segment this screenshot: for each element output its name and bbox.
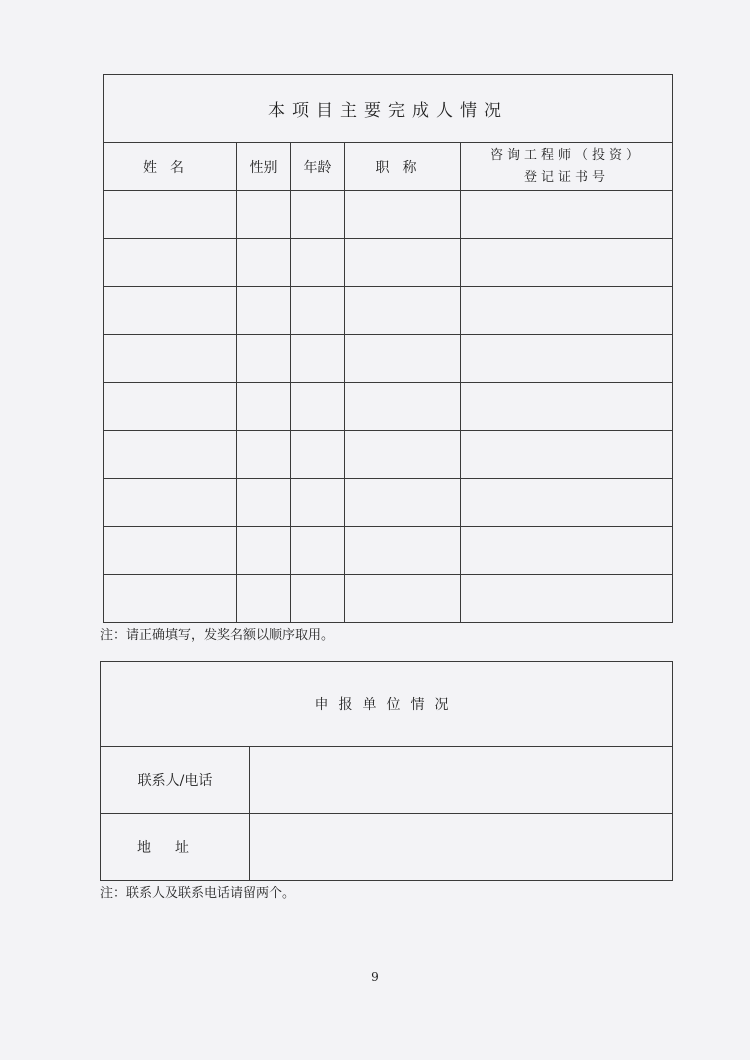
age-cell[interactable] <box>291 335 345 383</box>
title-cell[interactable] <box>345 479 461 527</box>
member-row <box>104 479 673 527</box>
title-cell[interactable] <box>345 431 461 479</box>
name-cell[interactable] <box>104 431 237 479</box>
header-cert-line2: 登记证书号 <box>524 169 610 185</box>
title-cell[interactable] <box>345 575 461 623</box>
note-contact: 注：联系人及联系电话请留两个。 <box>100 886 296 901</box>
age-cell[interactable] <box>291 431 345 479</box>
gender-cell[interactable] <box>237 335 291 383</box>
gender-cell[interactable] <box>237 287 291 335</box>
member-row <box>104 383 673 431</box>
member-row <box>104 191 673 239</box>
cert-cell[interactable] <box>461 287 673 335</box>
contact-row <box>101 747 673 814</box>
cert-cell[interactable] <box>461 335 673 383</box>
member-row <box>104 575 673 623</box>
name-cell[interactable] <box>104 575 237 623</box>
age-cell[interactable] <box>291 191 345 239</box>
header-name: 姓名 <box>143 159 197 176</box>
page-number: 9 <box>371 970 379 984</box>
name-cell[interactable] <box>104 383 237 431</box>
title-cell[interactable] <box>345 335 461 383</box>
name-cell[interactable] <box>104 239 237 287</box>
name-cell[interactable] <box>104 191 237 239</box>
member-row <box>104 287 673 335</box>
address-label: 地址 <box>101 814 250 881</box>
header-age: 年龄 <box>291 143 345 191</box>
gender-cell[interactable] <box>237 191 291 239</box>
gender-cell[interactable] <box>237 479 291 527</box>
title-cell[interactable] <box>345 527 461 575</box>
cert-cell[interactable] <box>461 479 673 527</box>
member-row <box>104 527 673 575</box>
age-cell[interactable] <box>291 575 345 623</box>
age-cell[interactable] <box>291 383 345 431</box>
unit-table-title: 申报单位情况 <box>101 662 673 747</box>
address-row <box>101 814 673 881</box>
name-cell[interactable] <box>104 335 237 383</box>
age-cell[interactable] <box>291 527 345 575</box>
contact-field[interactable] <box>250 747 673 814</box>
gender-cell[interactable] <box>237 383 291 431</box>
member-row <box>104 239 673 287</box>
name-cell[interactable] <box>104 287 237 335</box>
title-cell[interactable] <box>345 191 461 239</box>
gender-cell[interactable] <box>237 239 291 287</box>
header-cert-line1: 咨询工程师（投资） <box>490 147 644 163</box>
name-cell[interactable] <box>104 527 237 575</box>
member-row <box>104 335 673 383</box>
gender-cell[interactable] <box>237 575 291 623</box>
gender-cell[interactable] <box>237 527 291 575</box>
header-gender: 性别 <box>237 143 291 191</box>
gender-cell[interactable] <box>237 431 291 479</box>
cert-cell[interactable] <box>461 383 673 431</box>
cert-cell[interactable] <box>461 191 673 239</box>
cert-cell[interactable] <box>461 239 673 287</box>
members-table-header-row <box>104 143 673 191</box>
age-cell[interactable] <box>291 479 345 527</box>
age-cell[interactable] <box>291 287 345 335</box>
title-cell[interactable] <box>345 287 461 335</box>
title-cell[interactable] <box>345 239 461 287</box>
address-field[interactable] <box>250 814 673 881</box>
member-row <box>104 431 673 479</box>
title-cell[interactable] <box>345 383 461 431</box>
name-cell[interactable] <box>104 479 237 527</box>
applicant-unit-table <box>100 661 673 881</box>
cert-cell[interactable] <box>461 575 673 623</box>
note-ranking: 注：请正确填写，发奖名额以顺序取用。 <box>100 628 335 643</box>
cert-cell[interactable] <box>461 527 673 575</box>
main-members-table <box>103 74 673 623</box>
members-table-title: 本项目主要完成人情况 <box>104 75 673 143</box>
cert-cell[interactable] <box>461 431 673 479</box>
age-cell[interactable] <box>291 239 345 287</box>
contact-label: 联系人/电话 <box>101 747 250 814</box>
header-title: 职称 <box>375 159 430 176</box>
